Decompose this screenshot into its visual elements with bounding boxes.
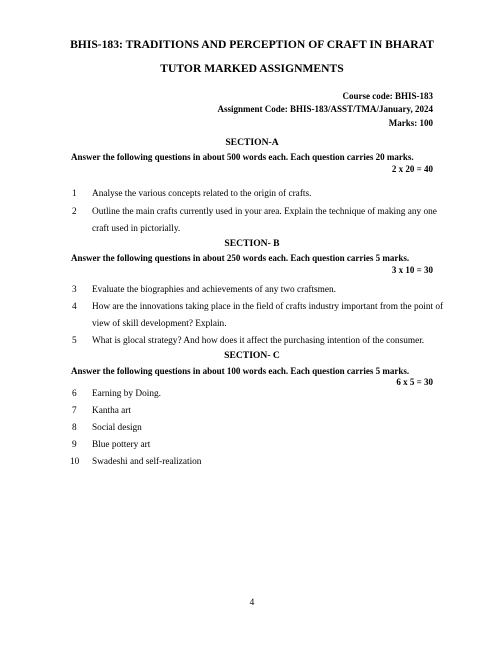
question-number: 9 — [72, 440, 77, 450]
section-c-marks: 6 x 5 = 30 — [396, 377, 433, 387]
question-number: 2 — [72, 207, 77, 217]
section-a-marks: 2 x 20 = 40 — [391, 164, 433, 174]
section-a-heading: SECTION-A — [225, 137, 279, 148]
question-text: Earning by Doing. — [92, 389, 161, 399]
question-text: What is glocal strategy? And how does it affect the purchasing intention of the consumer. — [92, 336, 425, 346]
question-text: Social design — [92, 423, 142, 433]
section-a-instruction: Answer the following questions in about 500 words each. Each question carries 20 marks. — [71, 152, 414, 162]
section-c-heading: SECTION- C — [224, 350, 280, 361]
question-text: Outline the main crafts currently used in your area. Explain the technique of making any one — [92, 207, 437, 217]
question-text: craft used in pictorially. — [92, 224, 181, 234]
section-b-heading: SECTION- B — [224, 238, 280, 249]
document-subtitle: TUTOR MARKED ASSIGNMENTS — [160, 62, 344, 75]
course-code: Course code: BHIS-183 — [342, 91, 433, 101]
section-b-marks: 3 x 10 = 30 — [391, 265, 433, 275]
question-number: 7 — [72, 406, 77, 416]
question-text: How are the innovations taking place in the field of crafts industry important from the point of — [92, 302, 444, 312]
question-number: 4 — [72, 302, 77, 312]
question-text: view of skill development? Explain. — [92, 319, 227, 329]
question-text: Evaluate the biographies and achievements of any two craftsmen. — [92, 285, 336, 295]
question-number: 6 — [72, 389, 77, 399]
question-number: 10 — [70, 457, 80, 467]
total-marks: Marks: 100 — [388, 118, 433, 128]
question-number: 8 — [72, 423, 77, 433]
question-text: Blue pottery art — [92, 440, 151, 450]
question-text: Analyse the various concepts related to the origin of crafts. — [92, 189, 312, 199]
question-number: 1 — [72, 189, 77, 199]
assignment-code: Assignment Code: BHIS-183/ASST/TMA/January, 2024 — [217, 104, 433, 114]
question-number: 5 — [72, 336, 77, 346]
section-b-instruction: Answer the following questions in about 250 words each. Each question carries 5 marks. — [71, 253, 410, 263]
document-title: BHIS-183: TRADITIONS AND PERCEPTION OF CRAFT IN BHARAT — [70, 38, 434, 51]
question-text: Swadeshi and self-realization — [92, 457, 202, 467]
question-number: 3 — [72, 285, 77, 295]
question-text: Kantha art — [92, 406, 131, 416]
section-c-instruction: Answer the following questions in about 100 words each. Each question carries 5 marks. — [71, 366, 410, 376]
page-number: 4 — [249, 598, 255, 608]
